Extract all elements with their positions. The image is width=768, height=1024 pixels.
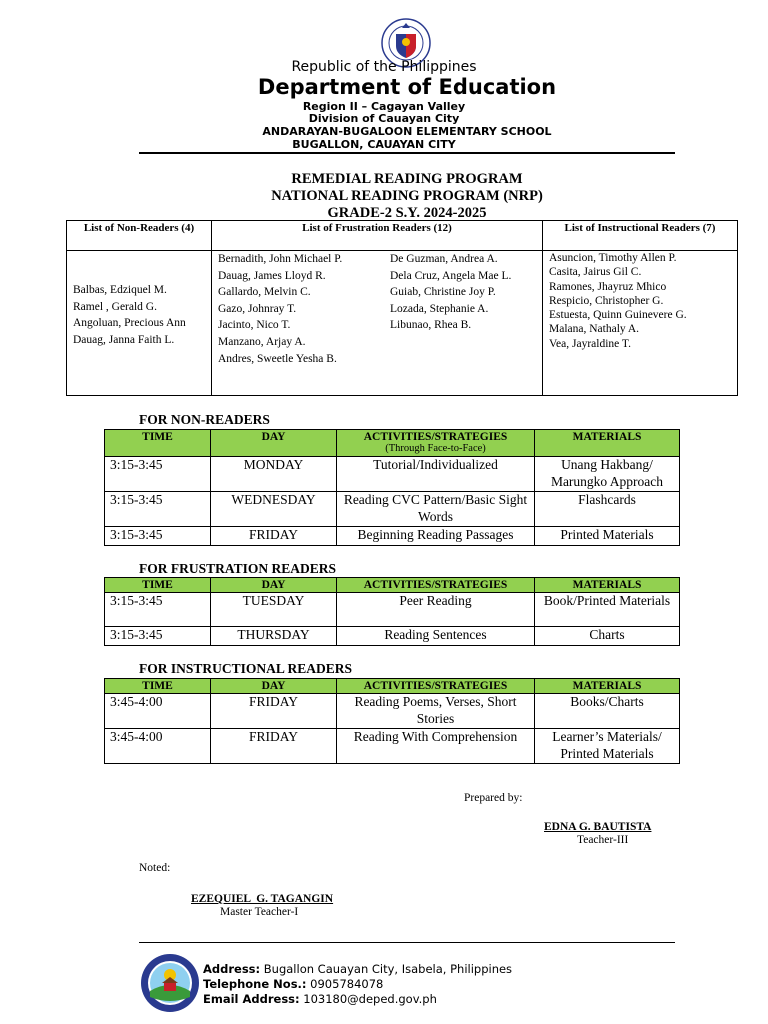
- non-readers-list: [73, 282, 186, 348]
- table-cell-activity: Beginning Reading Passages: [337, 527, 535, 546]
- frustration-readers-header: List of Frustration Readers (12): [212, 221, 543, 251]
- region-line: Region II – Cagayan Valley: [302, 100, 466, 113]
- non-readers-heading: FOR NON-READERS: [139, 412, 270, 427]
- list-item: Lozada, Stephanie A.: [390, 302, 489, 315]
- table-cell-materials: Unang Hakbang/ Marungko Approach: [535, 457, 680, 492]
- table-cell-activity: Reading CVC Pattern/Basic Sight Words: [337, 492, 535, 527]
- footer-phone: Telephone Nos.: 0905784078: [203, 977, 384, 991]
- table-cell-day: WEDNESDAY: [211, 492, 337, 527]
- table-cell-time: 3:45-4:00: [105, 694, 211, 729]
- instructional-readers-heading: FOR INSTRUCTIONAL READERS: [139, 661, 353, 676]
- col-day: DAY: [211, 578, 337, 593]
- division-line: Division of Cauayan City: [308, 112, 460, 125]
- department-title: Department of Education: [257, 75, 557, 99]
- list-item: Dela Cruz, Angela Mae L.: [390, 269, 512, 282]
- list-item: Dauag, Janna Faith L.: [73, 333, 175, 346]
- table-cell-time: 3:15-3:45: [105, 593, 211, 627]
- non-readers-schedule: [104, 429, 680, 546]
- noter-title: Master Teacher-I: [220, 906, 299, 918]
- noted-label: Noted:: [139, 862, 171, 874]
- noter-name: EZEQUIEL G. TAGANGIN: [191, 893, 334, 905]
- frustration-list-col1: [218, 251, 342, 367]
- preparer-name: EDNA G. BAUTISTA: [544, 821, 652, 833]
- frustration-readers-cell: [212, 251, 543, 396]
- list-item: Balbas, Edziquel M.: [73, 284, 167, 296]
- list-item: Guiab, Christine Joy P.: [390, 286, 496, 299]
- school-name: ANDARAYAN-BUGALOON ELEMENTARY SCHOOL: [262, 125, 552, 138]
- preparer-title: Teacher-III: [577, 834, 629, 846]
- list-item: Asuncion, Timothy Allen P.: [549, 252, 677, 264]
- col-activities: ACTIVITIES/STRATEGIES: [337, 578, 535, 593]
- col-materials: MATERIALS: [535, 578, 680, 593]
- list-item: Malana, Nathaly A.: [549, 323, 640, 336]
- col-time: TIME: [105, 578, 211, 593]
- table-cell-day: TUESDAY: [211, 593, 337, 627]
- table-cell-activity: Peer Reading: [337, 593, 535, 627]
- frustration-list-col2: [390, 251, 511, 334]
- table-cell-materials: Flashcards: [535, 492, 680, 527]
- list-item: Vea, Jayraldine T.: [549, 337, 631, 350]
- table-cell-day: FRIDAY: [211, 729, 337, 764]
- instructional-readers-cell: [543, 251, 738, 396]
- col-day: DAY: [211, 679, 337, 694]
- table-cell-time: 3:15-3:45: [105, 527, 211, 546]
- col-activities-sub: (Through Face-to-Face): [385, 443, 486, 454]
- table-cell-materials: Charts: [535, 627, 680, 646]
- table-cell-time: 3:45-4:00: [105, 729, 211, 764]
- table-cell-day: THURSDAY: [211, 627, 337, 646]
- list-item: Jacinto, Nico T.: [218, 319, 291, 332]
- frustration-readers-schedule: [104, 577, 680, 646]
- program-title: REMEDIAL READING PROGRAM: [291, 171, 523, 187]
- footer-email: Email Address: 103180@deped.gov.ph: [203, 992, 437, 1006]
- table-cell-materials: Book/Printed Materials: [535, 593, 680, 627]
- list-item: Gallardo, Melvin C.: [218, 286, 311, 299]
- list-item: Angoluan, Precious Ann: [73, 317, 186, 330]
- header-divider: [139, 152, 675, 154]
- republic-line: Republic of the Philippines: [291, 59, 477, 75]
- school-address: BUGALLON, CAUAYAN CITY: [292, 138, 456, 151]
- instructional-readers-header: List of Instructional Readers (7): [543, 221, 738, 251]
- table-cell-time: 3:15-3:45: [105, 457, 211, 492]
- table-cell-activity: Reading With Comprehension: [337, 729, 535, 764]
- col-materials: MATERIALS: [535, 430, 680, 457]
- table-cell-time: 3:15-3:45: [105, 492, 211, 527]
- school-logo: [140, 953, 200, 1013]
- list-item: Libunao, Rhea B.: [390, 319, 472, 332]
- table-cell-time: 3:15-3:45: [105, 627, 211, 646]
- footer-address: Address: Bugallon Cauayan City, Isabela, Philippines: [203, 962, 513, 976]
- table-cell-day: FRIDAY: [211, 694, 337, 729]
- col-activities: ACTIVITIES/STRATEGIES: [337, 679, 535, 694]
- list-item: Estuesta, Quinn Guinevere G.: [549, 309, 687, 322]
- list-item: Ramel , Gerald G.: [73, 300, 157, 313]
- table-cell-materials: Printed Materials: [535, 527, 680, 546]
- table-cell-activity: Reading Sentences: [337, 627, 535, 646]
- list-item: Respicio, Christopher G.: [549, 294, 664, 307]
- list-item: Dauag, James Lloyd R.: [218, 269, 326, 282]
- list-item: Manzano, Arjay A.: [218, 335, 306, 348]
- col-activities: ACTIVITIES/STRATEGIES (Through Face-to-Face): [337, 430, 535, 457]
- footer-divider: [139, 942, 675, 943]
- table-cell-activity: Reading Poems, Verses, Short Stories: [337, 694, 535, 729]
- col-time: TIME: [105, 430, 211, 457]
- col-day: DAY: [211, 430, 337, 457]
- instructional-readers-schedule: [104, 678, 680, 764]
- readers-list-table: [66, 220, 738, 396]
- list-item: Ramones, Jhayruz Mhico: [549, 280, 667, 293]
- non-readers-cell: [67, 251, 212, 396]
- col-materials: MATERIALS: [535, 679, 680, 694]
- prepared-by-label: Prepared by:: [464, 792, 523, 804]
- list-item: Casita, Jairus Gil C.: [549, 266, 642, 279]
- grade-school-year: GRADE-2 S.Y. 2024-2025: [327, 205, 487, 221]
- table-cell-activity: Tutorial/Individualized: [337, 457, 535, 492]
- table-cell-materials: Learner’s Materials/ Printed Materials: [535, 729, 680, 764]
- list-item: Gazo, Johnray T.: [218, 302, 297, 315]
- frustration-readers-heading: FOR FRUSTRATION READERS: [139, 561, 337, 576]
- table-cell-materials: Books/Charts: [535, 694, 680, 729]
- list-item: De Guzman, Andrea A.: [390, 253, 498, 265]
- program-subtitle: NATIONAL READING PROGRAM (NRP): [271, 188, 543, 204]
- table-cell-day: MONDAY: [211, 457, 337, 492]
- table-cell-day: FRIDAY: [211, 527, 337, 546]
- list-item: Bernadith, John Michael P.: [218, 253, 343, 265]
- instructional-list: [549, 251, 687, 351]
- list-item: Andres, Sweetle Yesha B.: [218, 352, 337, 365]
- non-readers-header: List of Non-Readers (4): [67, 221, 212, 251]
- col-time: TIME: [105, 679, 211, 694]
